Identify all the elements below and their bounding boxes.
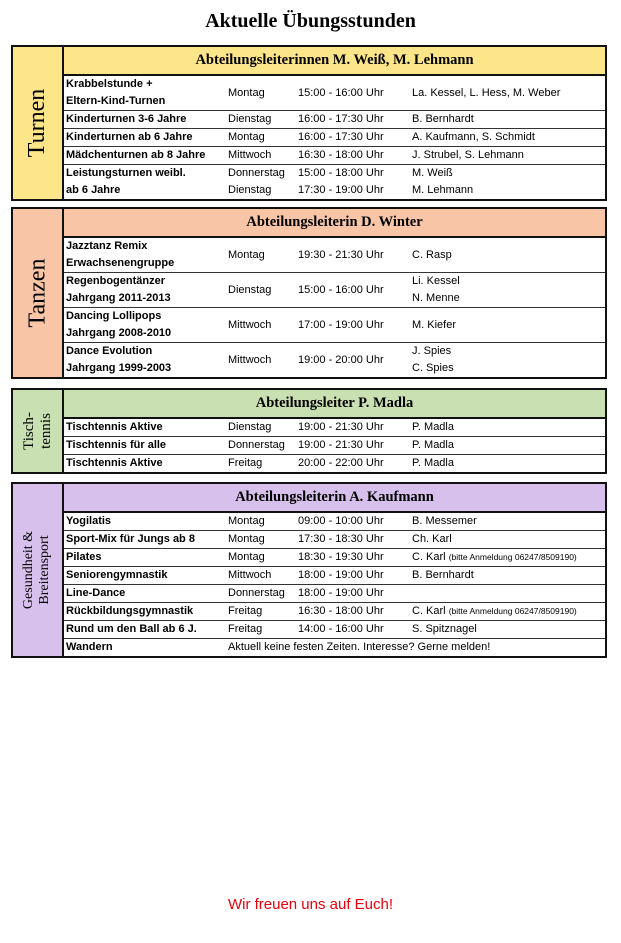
text-line: Montag	[228, 248, 265, 261]
leader-name: C. Rasp	[412, 248, 452, 261]
course-time	[298, 317, 412, 334]
course-name	[64, 437, 228, 454]
leader-line	[412, 567, 605, 584]
course-name	[64, 531, 228, 548]
section-header: Abteilungsleiterin A. Kaufmann	[64, 484, 605, 513]
course-day	[228, 585, 298, 602]
course-day	[228, 282, 298, 299]
leader-name: B. Messemer	[412, 515, 477, 527]
course-time	[298, 129, 412, 146]
leader-line	[412, 603, 605, 620]
course-day	[228, 531, 298, 548]
text-line: ab 6 Jahre	[66, 184, 121, 196]
text-line: Freitag	[228, 623, 263, 635]
course-name	[64, 76, 228, 110]
leader-line	[412, 111, 605, 128]
course-day	[228, 317, 298, 334]
section-3	[11, 482, 607, 658]
course-leader	[412, 147, 605, 164]
leader-name: A. Kaufmann, S. Schmidt	[412, 131, 535, 143]
leader-name: P. Madla	[412, 421, 454, 433]
text-line: 15:00 - 18:00 Uhr	[298, 167, 384, 179]
table-row	[64, 164, 605, 199]
text-line: Sport-Mix für Jungs ab 8	[66, 533, 195, 545]
leader-name: C. Karl	[412, 551, 446, 563]
leader-line	[412, 247, 605, 264]
leader-line	[412, 437, 605, 454]
text-line: Jahrgang 2008-2010	[66, 327, 172, 339]
text-line: Seniorengymnastik	[66, 569, 168, 581]
table-row	[64, 548, 605, 566]
course-day	[228, 621, 298, 638]
leader-name: M. Kiefer	[412, 318, 457, 331]
text-line: Montag	[228, 515, 265, 527]
text-line: tennis	[37, 413, 54, 449]
text-line: Wandern	[66, 641, 113, 653]
leader-name: Li. Kessel	[412, 275, 460, 287]
table-row	[64, 307, 605, 342]
text-line: 16:00 - 17:30 Uhr	[298, 131, 384, 143]
leader-name: C. Spies	[412, 362, 454, 374]
text-line: 17:00 - 19:00 Uhr	[298, 318, 384, 331]
text-line: Turnen	[24, 88, 51, 158]
section-rows	[64, 238, 605, 377]
leader-line	[412, 455, 605, 472]
course-leader	[412, 343, 605, 377]
course-leader	[412, 621, 605, 638]
text-line: Dienstag	[228, 421, 272, 433]
text-line: Jahrgang 1999-2003	[66, 362, 172, 374]
leader-line	[412, 182, 605, 199]
section-side-label	[13, 47, 64, 199]
text-line: Donnerstag	[228, 587, 285, 599]
leader-line	[412, 549, 605, 566]
course-name	[64, 455, 228, 472]
course-name	[64, 147, 228, 164]
leader-line	[412, 147, 605, 164]
leader-name: La. Kessel, L. Hess, M. Weber	[412, 86, 561, 99]
side-label-text	[25, 89, 51, 157]
course-time	[298, 531, 412, 548]
section-0	[11, 45, 607, 201]
table-row	[64, 530, 605, 548]
section-content	[64, 484, 605, 656]
text-line: Donnerstag	[228, 439, 285, 451]
course-name	[64, 603, 228, 620]
course-leader	[412, 531, 605, 548]
leader-name: M. Lehmann	[412, 184, 474, 196]
leader-name: J. Strubel, S. Lehmann	[412, 149, 524, 161]
registration-note: (bitte Anmeldung 06247/8509190)	[448, 552, 577, 562]
text-line: Dienstag	[228, 113, 272, 125]
registration-note: (bitte Anmeldung 06247/8509190)	[448, 606, 577, 616]
text-line: 16:30 - 18:00 Uhr	[298, 605, 384, 617]
text-line: Tanzen	[24, 258, 51, 328]
text-line: Rund um den Ball ab 6 J.	[66, 623, 197, 635]
course-time	[298, 585, 412, 602]
section-2	[11, 388, 607, 474]
course-day	[228, 549, 298, 566]
course-name	[64, 111, 228, 128]
table-row	[64, 436, 605, 454]
text-line: Mittwoch	[228, 353, 272, 366]
text-line: Montag	[228, 551, 265, 563]
text-line: Tisch-	[20, 412, 37, 450]
course-note: Aktuell keine festen Zeiten. Interesse? Gerne melden!	[228, 641, 491, 653]
table-row	[64, 419, 605, 436]
course-leader	[412, 273, 605, 307]
table-row	[64, 110, 605, 128]
text-line: 19:30 - 21:30 Uhr	[298, 248, 384, 261]
table-row	[64, 513, 605, 530]
leader-name: S. Spitznagel	[412, 623, 477, 635]
leader-name: C. Karl	[412, 605, 446, 617]
text-line: Erwachsenengruppe	[66, 257, 175, 269]
course-day	[228, 111, 298, 128]
leader-name: P. Madla	[412, 457, 454, 469]
section-content	[64, 209, 605, 377]
text-line: Tischtennis Aktive	[66, 457, 163, 469]
text-line: Leistungsturnen weibl.	[66, 167, 186, 179]
leader-line	[412, 129, 605, 146]
course-leader	[412, 437, 605, 454]
section-rows	[64, 419, 605, 472]
section-content	[64, 390, 605, 472]
course-day	[228, 419, 298, 436]
section-header: Abteilungsleiter P. Madla	[64, 390, 605, 419]
leader-line	[412, 165, 605, 182]
course-leader	[412, 419, 605, 436]
course-day	[228, 352, 298, 369]
side-label-text	[25, 259, 51, 328]
text-line: Line-Dance	[66, 587, 126, 599]
course-time	[298, 513, 412, 530]
course-leader	[412, 247, 605, 264]
course-leader	[412, 549, 605, 566]
table-row	[64, 238, 605, 272]
side-label-text	[20, 412, 54, 450]
course-day	[228, 437, 298, 454]
course-day	[228, 455, 298, 472]
course-time	[298, 352, 412, 369]
leader-line	[412, 85, 605, 102]
course-day	[228, 513, 298, 530]
leader-name: M. Weiß	[412, 167, 453, 179]
text-line: Montag	[228, 131, 265, 143]
course-time	[298, 455, 412, 472]
text-line: 18:00 - 19:00 Uhr	[298, 587, 384, 599]
leader-name: P. Madla	[412, 439, 454, 451]
section-rows	[64, 513, 605, 656]
course-time	[298, 111, 412, 128]
course-name	[64, 343, 228, 377]
course-time	[298, 247, 412, 264]
course-day	[228, 165, 298, 199]
leader-name: N. Menne	[412, 292, 460, 304]
text-line: Tischtennis für alle	[66, 439, 167, 451]
leader-line	[412, 343, 605, 360]
course-day	[228, 603, 298, 620]
course-day	[228, 567, 298, 584]
course-time	[298, 147, 412, 164]
text-line: 16:30 - 18:00 Uhr	[298, 149, 384, 161]
text-line: Rückbildungsgymnastik	[66, 605, 194, 617]
text-line: 14:00 - 16:00 Uhr	[298, 623, 384, 635]
table-row	[64, 620, 605, 638]
text-line: Mittwoch	[228, 318, 272, 331]
section-side-label	[13, 390, 64, 472]
text-line: Dance Evolution	[66, 345, 153, 357]
text-line: 17:30 - 19:00 Uhr	[298, 184, 384, 196]
text-line: 19:00 - 21:30 Uhr	[298, 421, 384, 433]
section-side-label	[13, 484, 64, 656]
text-line: Dienstag	[228, 184, 272, 196]
course-time	[298, 567, 412, 584]
course-name	[64, 165, 228, 199]
course-name	[64, 639, 228, 656]
leader-line	[412, 273, 605, 290]
course-name	[64, 238, 228, 272]
course-leader	[412, 455, 605, 472]
leader-line	[412, 360, 605, 377]
table-row	[64, 146, 605, 164]
text-line: 19:00 - 20:00 Uhr	[298, 353, 384, 366]
course-name	[64, 549, 228, 566]
course-name	[64, 308, 228, 342]
text-line: Dienstag	[228, 283, 272, 296]
leader-line	[412, 513, 605, 530]
text-line: Montag	[228, 86, 265, 99]
course-time	[298, 85, 412, 102]
leader-line	[412, 621, 605, 638]
text-line: Eltern-Kind-Turnen	[66, 95, 166, 107]
text-line: 15:00 - 16:00 Uhr	[298, 86, 384, 99]
table-row	[64, 584, 605, 602]
text-line: Freitag	[228, 457, 263, 469]
text-line: Breitensport	[37, 535, 53, 605]
course-leader	[412, 317, 605, 334]
text-line: Mittwoch	[228, 149, 272, 161]
text-line: 20:00 - 22:00 Uhr	[298, 457, 384, 469]
course-time	[298, 419, 412, 436]
leader-line	[412, 290, 605, 307]
text-line: Jahrgang 2011-2013	[66, 292, 171, 304]
section-rows	[64, 76, 605, 199]
leader-name: J. Spies	[412, 345, 452, 357]
text-line: Kinderturnen ab 6 Jahre	[66, 131, 193, 143]
section-content	[64, 47, 605, 199]
section-header: Abteilungsleiterinnen M. Weiß, M. Lehmann	[64, 47, 605, 76]
table-row	[64, 454, 605, 472]
table-row	[64, 128, 605, 146]
text-line: 18:30 - 19:30 Uhr	[298, 551, 384, 563]
text-line: Tischtennis Aktive	[66, 421, 163, 433]
text-line: 18:00 - 19:00 Uhr	[298, 569, 384, 581]
text-line: Krabbelstunde +	[66, 78, 153, 90]
text-line: 15:00 - 16:00 Uhr	[298, 283, 384, 296]
text-line: Donnerstag	[228, 167, 285, 179]
course-name	[64, 513, 228, 530]
course-leader	[412, 85, 605, 102]
footer-message: Wir freuen uns auf Euch!	[227, 896, 394, 913]
course-leader	[412, 567, 605, 584]
text-line: Gesundheit &	[21, 530, 37, 610]
course-day	[228, 129, 298, 146]
course-name	[64, 273, 228, 307]
page-title: Aktuelle Übungsstunden	[205, 10, 416, 32]
text-line: Mädchenturnen ab 8 Jahre	[66, 149, 206, 161]
table-row	[64, 602, 605, 620]
course-name	[64, 585, 228, 602]
section-side-label	[13, 209, 64, 377]
text-line: 19:00 - 21:30 Uhr	[298, 439, 384, 451]
text-line: Jazztanz Remix	[66, 240, 148, 252]
text-line: Kinderturnen 3-6 Jahre	[66, 113, 187, 125]
text-line: Montag	[228, 533, 265, 545]
leader-line	[412, 317, 605, 334]
course-leader	[412, 129, 605, 146]
section-header: Abteilungsleiterin D. Winter	[64, 209, 605, 238]
course-time	[298, 437, 412, 454]
course-leader	[412, 513, 605, 530]
text-line: Pilates	[66, 551, 102, 563]
leader-line	[412, 419, 605, 436]
course-name	[64, 621, 228, 638]
course-leader	[412, 111, 605, 128]
course-time	[298, 165, 412, 199]
leader-name: B. Bernhardt	[412, 113, 474, 125]
table-row	[64, 566, 605, 584]
text-line: Dancing Lollipops	[66, 310, 162, 322]
course-leader	[412, 603, 605, 620]
text-line: 17:30 - 18:30 Uhr	[298, 533, 384, 545]
course-name	[64, 567, 228, 584]
text-line: 09:00 - 10:00 Uhr	[298, 515, 384, 527]
text-line: 16:00 - 17:30 Uhr	[298, 113, 384, 125]
leader-name: Ch. Karl	[412, 533, 452, 545]
course-day	[228, 147, 298, 164]
course-time	[298, 282, 412, 299]
table-row	[64, 342, 605, 377]
section-1	[11, 207, 607, 379]
text-line: Freitag	[228, 605, 263, 617]
course-name	[64, 419, 228, 436]
leader-line	[412, 531, 605, 548]
course-name	[64, 129, 228, 146]
course-day	[228, 85, 298, 102]
course-time	[298, 549, 412, 566]
course-time	[298, 621, 412, 638]
text-line: Regenbogentänzer	[66, 275, 166, 287]
course-day	[228, 247, 298, 264]
course-time	[298, 603, 412, 620]
course-leader	[412, 165, 605, 199]
side-label-text	[22, 531, 54, 609]
leader-name: B. Bernhardt	[412, 569, 474, 581]
text-line: Mittwoch	[228, 569, 272, 581]
table-row	[64, 638, 605, 656]
text-line: Yogilatis	[66, 515, 112, 527]
table-row	[64, 76, 605, 110]
table-row	[64, 272, 605, 307]
